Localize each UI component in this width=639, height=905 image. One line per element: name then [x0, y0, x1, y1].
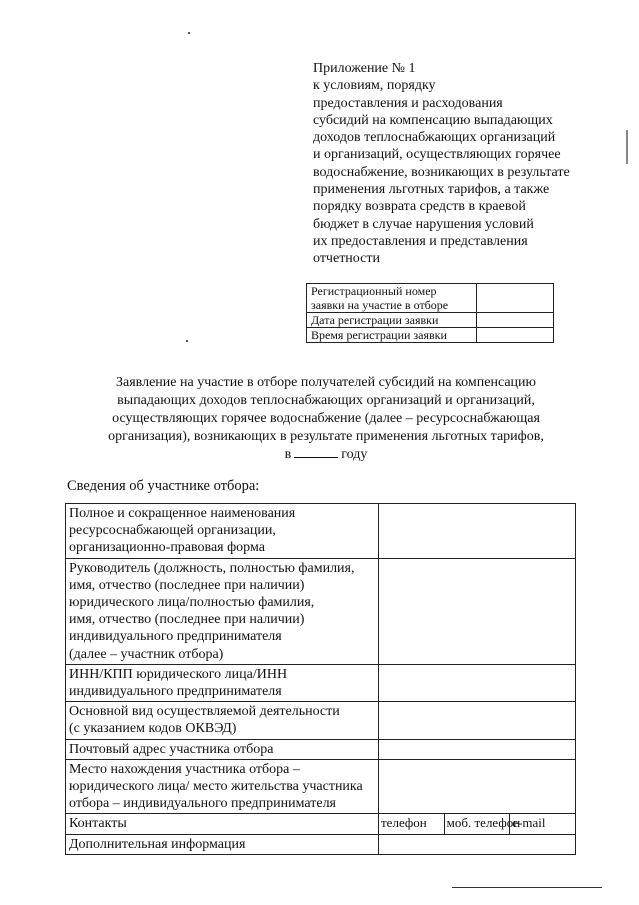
- table-row: [66, 739, 576, 759]
- cell-line: имя, отчество (последнее при наличии): [69, 577, 305, 593]
- registration-row-date: [307, 313, 554, 328]
- cell-line: (далее – участник отбора): [69, 646, 224, 662]
- scan-speck: [186, 340, 188, 342]
- row-label-location: [66, 759, 379, 814]
- table-row: [66, 702, 576, 739]
- contacts-email-field[interactable]: e-mail: [510, 814, 576, 834]
- organization-name-field[interactable]: [379, 504, 576, 559]
- appendix-line: отчетности: [313, 251, 380, 267]
- appendix-line: водоснабжение, возникающих в результате: [313, 164, 570, 180]
- cell-line: отбора – индивидуального предпринимателя: [69, 796, 336, 812]
- statement-line: Заявление на участие в отборе получателей субсидий на компенсацию: [116, 375, 536, 390]
- appendix-line: бюджет в случае нарушения условий: [313, 216, 534, 232]
- cell-line: Полное и сокращенное наименования: [69, 506, 296, 521]
- location-field[interactable]: [379, 759, 576, 814]
- cell-line: ИНН/КПП юридического лица/ИНН: [69, 666, 288, 682]
- postal-address-field[interactable]: [379, 739, 576, 759]
- registration-label: Время регистрации заявки: [307, 328, 477, 343]
- table-row: [66, 504, 576, 559]
- registration-row-time: [307, 328, 554, 343]
- cell-line: Почтовый адрес участника отбора: [69, 741, 274, 757]
- cell-line: индивидуального предпринимателя: [69, 629, 282, 645]
- appendix-line: субсидий на компенсацию выпадающих: [313, 112, 553, 128]
- participant-table: [65, 503, 576, 855]
- cell-line: ресурсоснабжающей организации,: [69, 523, 276, 539]
- appendix-line: применения льготных тарифов, а также: [313, 182, 550, 198]
- appendix-line: к условиям, порядку: [313, 78, 436, 94]
- row-label-organization-name: [66, 504, 379, 559]
- activity-field[interactable]: [379, 702, 576, 739]
- statement-line: осуществляющих горячее водоснабжение (далее – ресурсоснабжающая: [112, 411, 540, 426]
- registration-time-field[interactable]: [477, 328, 554, 343]
- row-label-additional-info: Дополнительная информация: [66, 834, 379, 854]
- cell-line: Основной вид осуществляемой деятельности: [69, 704, 340, 720]
- cell-line: Руководитель (должность, полностью фамилия,: [69, 560, 355, 576]
- year-suffix: году: [341, 447, 368, 462]
- footer-rule: [452, 887, 602, 888]
- row-label-postal-address: [66, 739, 379, 759]
- row-label-contacts: Контакты: [66, 814, 379, 834]
- table-row: [66, 664, 576, 701]
- table-row: [66, 814, 576, 834]
- cell-line: имя, отчество (последнее при наличии): [69, 612, 305, 628]
- table-row: [66, 759, 576, 814]
- appendix-heading: [313, 60, 613, 268]
- table-row: [66, 558, 576, 664]
- cell-line: организационно-правовая форма: [69, 540, 265, 556]
- statement-line: выпадающих доходов теплоснабжающих организаций и организаций,: [117, 393, 535, 408]
- scan-edge-mark: [626, 130, 628, 164]
- additional-info-field[interactable]: [379, 834, 576, 854]
- cell-line: (с указанием кодов ОКВЭД): [69, 721, 237, 737]
- scan-speck: [188, 32, 190, 34]
- statement-line: организация), возникающих в результате применения льготных тарифов,: [108, 429, 544, 444]
- appendix-line: Приложение № 1: [313, 61, 416, 76]
- cell-line: юридического лица/полностью фамилия,: [69, 595, 315, 611]
- registration-label: Дата регистрации заявки: [307, 313, 477, 328]
- appendix-line: их предоставления и представления: [313, 233, 528, 249]
- inn-kpp-field[interactable]: [379, 664, 576, 701]
- cell-line: юридического лица/ место жительства участника: [69, 779, 363, 795]
- registration-label: [307, 284, 477, 313]
- row-label-inn-kpp: [66, 664, 379, 701]
- cell-line: индивидуального предпринимателя: [69, 684, 282, 700]
- registration-number-field[interactable]: [477, 284, 554, 313]
- statement-year-line: [60, 446, 592, 464]
- registration-label-line: заявки на участие в отборе: [311, 298, 449, 312]
- registration-table: [306, 283, 554, 343]
- statement-title: [60, 374, 592, 464]
- registration-label-line: Регистрационный номер: [311, 284, 437, 298]
- row-label-head: [66, 558, 379, 664]
- cell-line: Место нахождения участника отбора –: [69, 761, 300, 777]
- appendix-line: предоставления и расходования: [313, 95, 503, 111]
- head-field[interactable]: [379, 558, 576, 664]
- year-prefix: в: [284, 447, 292, 462]
- section-title: Сведения об участнике отбора:: [67, 478, 260, 494]
- registration-date-field[interactable]: [477, 313, 554, 328]
- year-blank-field[interactable]: [294, 446, 338, 458]
- contacts-mobile-field[interactable]: моб. телефон: [444, 814, 510, 834]
- row-label-activity: [66, 702, 379, 739]
- contacts-phone-field[interactable]: телефон: [379, 814, 445, 834]
- table-row: [66, 834, 576, 854]
- registration-row-number: [307, 284, 554, 313]
- appendix-line: порядку возврата средств в краевой: [313, 199, 526, 215]
- appendix-line: доходов теплоснабжающих организаций: [313, 130, 556, 146]
- appendix-line: и организаций, осуществляющих горячее: [313, 147, 561, 163]
